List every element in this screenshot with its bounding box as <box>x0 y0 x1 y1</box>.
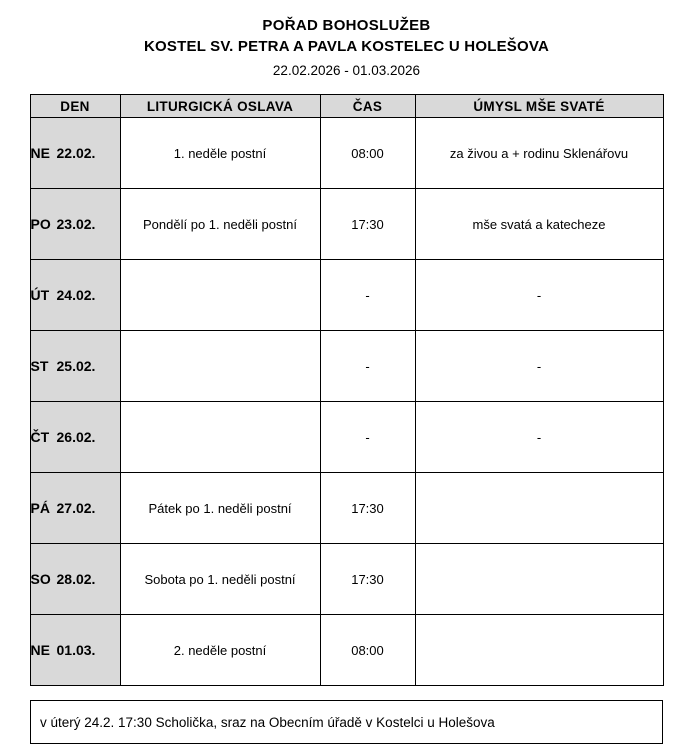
cell-day <box>30 260 120 331</box>
footnote-box <box>30 700 663 744</box>
table-row <box>30 189 663 260</box>
cell-intent <box>415 615 663 686</box>
day-of-week: PO <box>30 216 51 232</box>
cell-time: 17:30 <box>320 544 415 615</box>
cell-time: 17:30 <box>320 473 415 544</box>
table-row <box>30 473 663 544</box>
cell-day <box>30 473 120 544</box>
date-range: 22.02.2026 - 01.03.2026 <box>272 63 421 78</box>
schedule-table <box>30 94 664 686</box>
cell-intent: - <box>415 402 663 473</box>
cell-day <box>30 544 120 615</box>
cell-liturgy <box>120 402 320 473</box>
cell-time: - <box>320 402 415 473</box>
day-date: 01.03. <box>56 642 96 658</box>
table-row <box>30 402 663 473</box>
cell-liturgy <box>120 331 320 402</box>
table-row <box>30 615 663 686</box>
cell-time: 08:00 <box>320 615 415 686</box>
day-of-week: ST <box>30 358 49 374</box>
column-header-intent: ÚMYSL MŠE SVATÉ <box>415 95 663 118</box>
cell-day <box>30 402 120 473</box>
day-date: 22.02. <box>56 145 96 161</box>
cell-liturgy <box>120 260 320 331</box>
column-header-liturgy: LITURGICKÁ OSLAVA <box>120 95 320 118</box>
cell-time: 17:30 <box>320 189 415 260</box>
day-of-week: ÚT <box>30 287 50 303</box>
table-row <box>30 118 663 189</box>
cell-intent: mše svatá a katecheze <box>415 189 663 260</box>
day-date: 28.02. <box>56 571 96 587</box>
cell-intent: - <box>415 331 663 402</box>
cell-time: 08:00 <box>320 118 415 189</box>
cell-liturgy: 1. neděle postní <box>120 118 320 189</box>
column-header-time: ČAS <box>320 95 415 118</box>
cell-intent <box>415 473 663 544</box>
day-of-week: NE <box>30 145 50 161</box>
day-date: 24.02. <box>56 287 96 303</box>
table-row <box>30 331 663 402</box>
table-header-row <box>30 95 663 118</box>
cell-liturgy: Sobota po 1. neděli postní <box>120 544 320 615</box>
cell-liturgy: Pondělí po 1. neděli postní <box>120 189 320 260</box>
cell-intent: - <box>415 260 663 331</box>
cell-liturgy: 2. neděle postní <box>120 615 320 686</box>
day-of-week: PÁ <box>30 500 50 516</box>
cell-day <box>30 189 120 260</box>
table-row <box>30 260 663 331</box>
day-date: 27.02. <box>56 500 96 516</box>
page-title: POŘAD BOHOSLUŽEB <box>262 17 431 34</box>
table-row <box>30 544 663 615</box>
day-date: 23.02. <box>56 216 96 232</box>
cell-day <box>30 331 120 402</box>
cell-time: - <box>320 260 415 331</box>
cell-intent <box>415 544 663 615</box>
cell-liturgy: Pátek po 1. neděli postní <box>120 473 320 544</box>
cell-time: - <box>320 331 415 402</box>
document-header <box>0 0 693 81</box>
cell-day <box>30 615 120 686</box>
day-date: 26.02. <box>56 429 96 445</box>
footnote-text: v úterý 24.2. 17:30 Scholička, sraz na Obecním úřadě v Kostelci u Holešova <box>40 714 495 730</box>
cell-day <box>30 118 120 189</box>
cell-intent: za živou a + rodinu Sklenářovu <box>415 118 663 189</box>
column-header-day: DEN <box>30 95 120 118</box>
day-of-week: NE <box>30 642 50 658</box>
day-date: 25.02. <box>56 358 96 374</box>
day-of-week: SO <box>30 571 51 587</box>
day-of-week: ČT <box>30 429 50 445</box>
church-name: KOSTEL SV. PETRA A PAVLA KOSTELEC U HOLEŠOVA <box>144 38 549 55</box>
